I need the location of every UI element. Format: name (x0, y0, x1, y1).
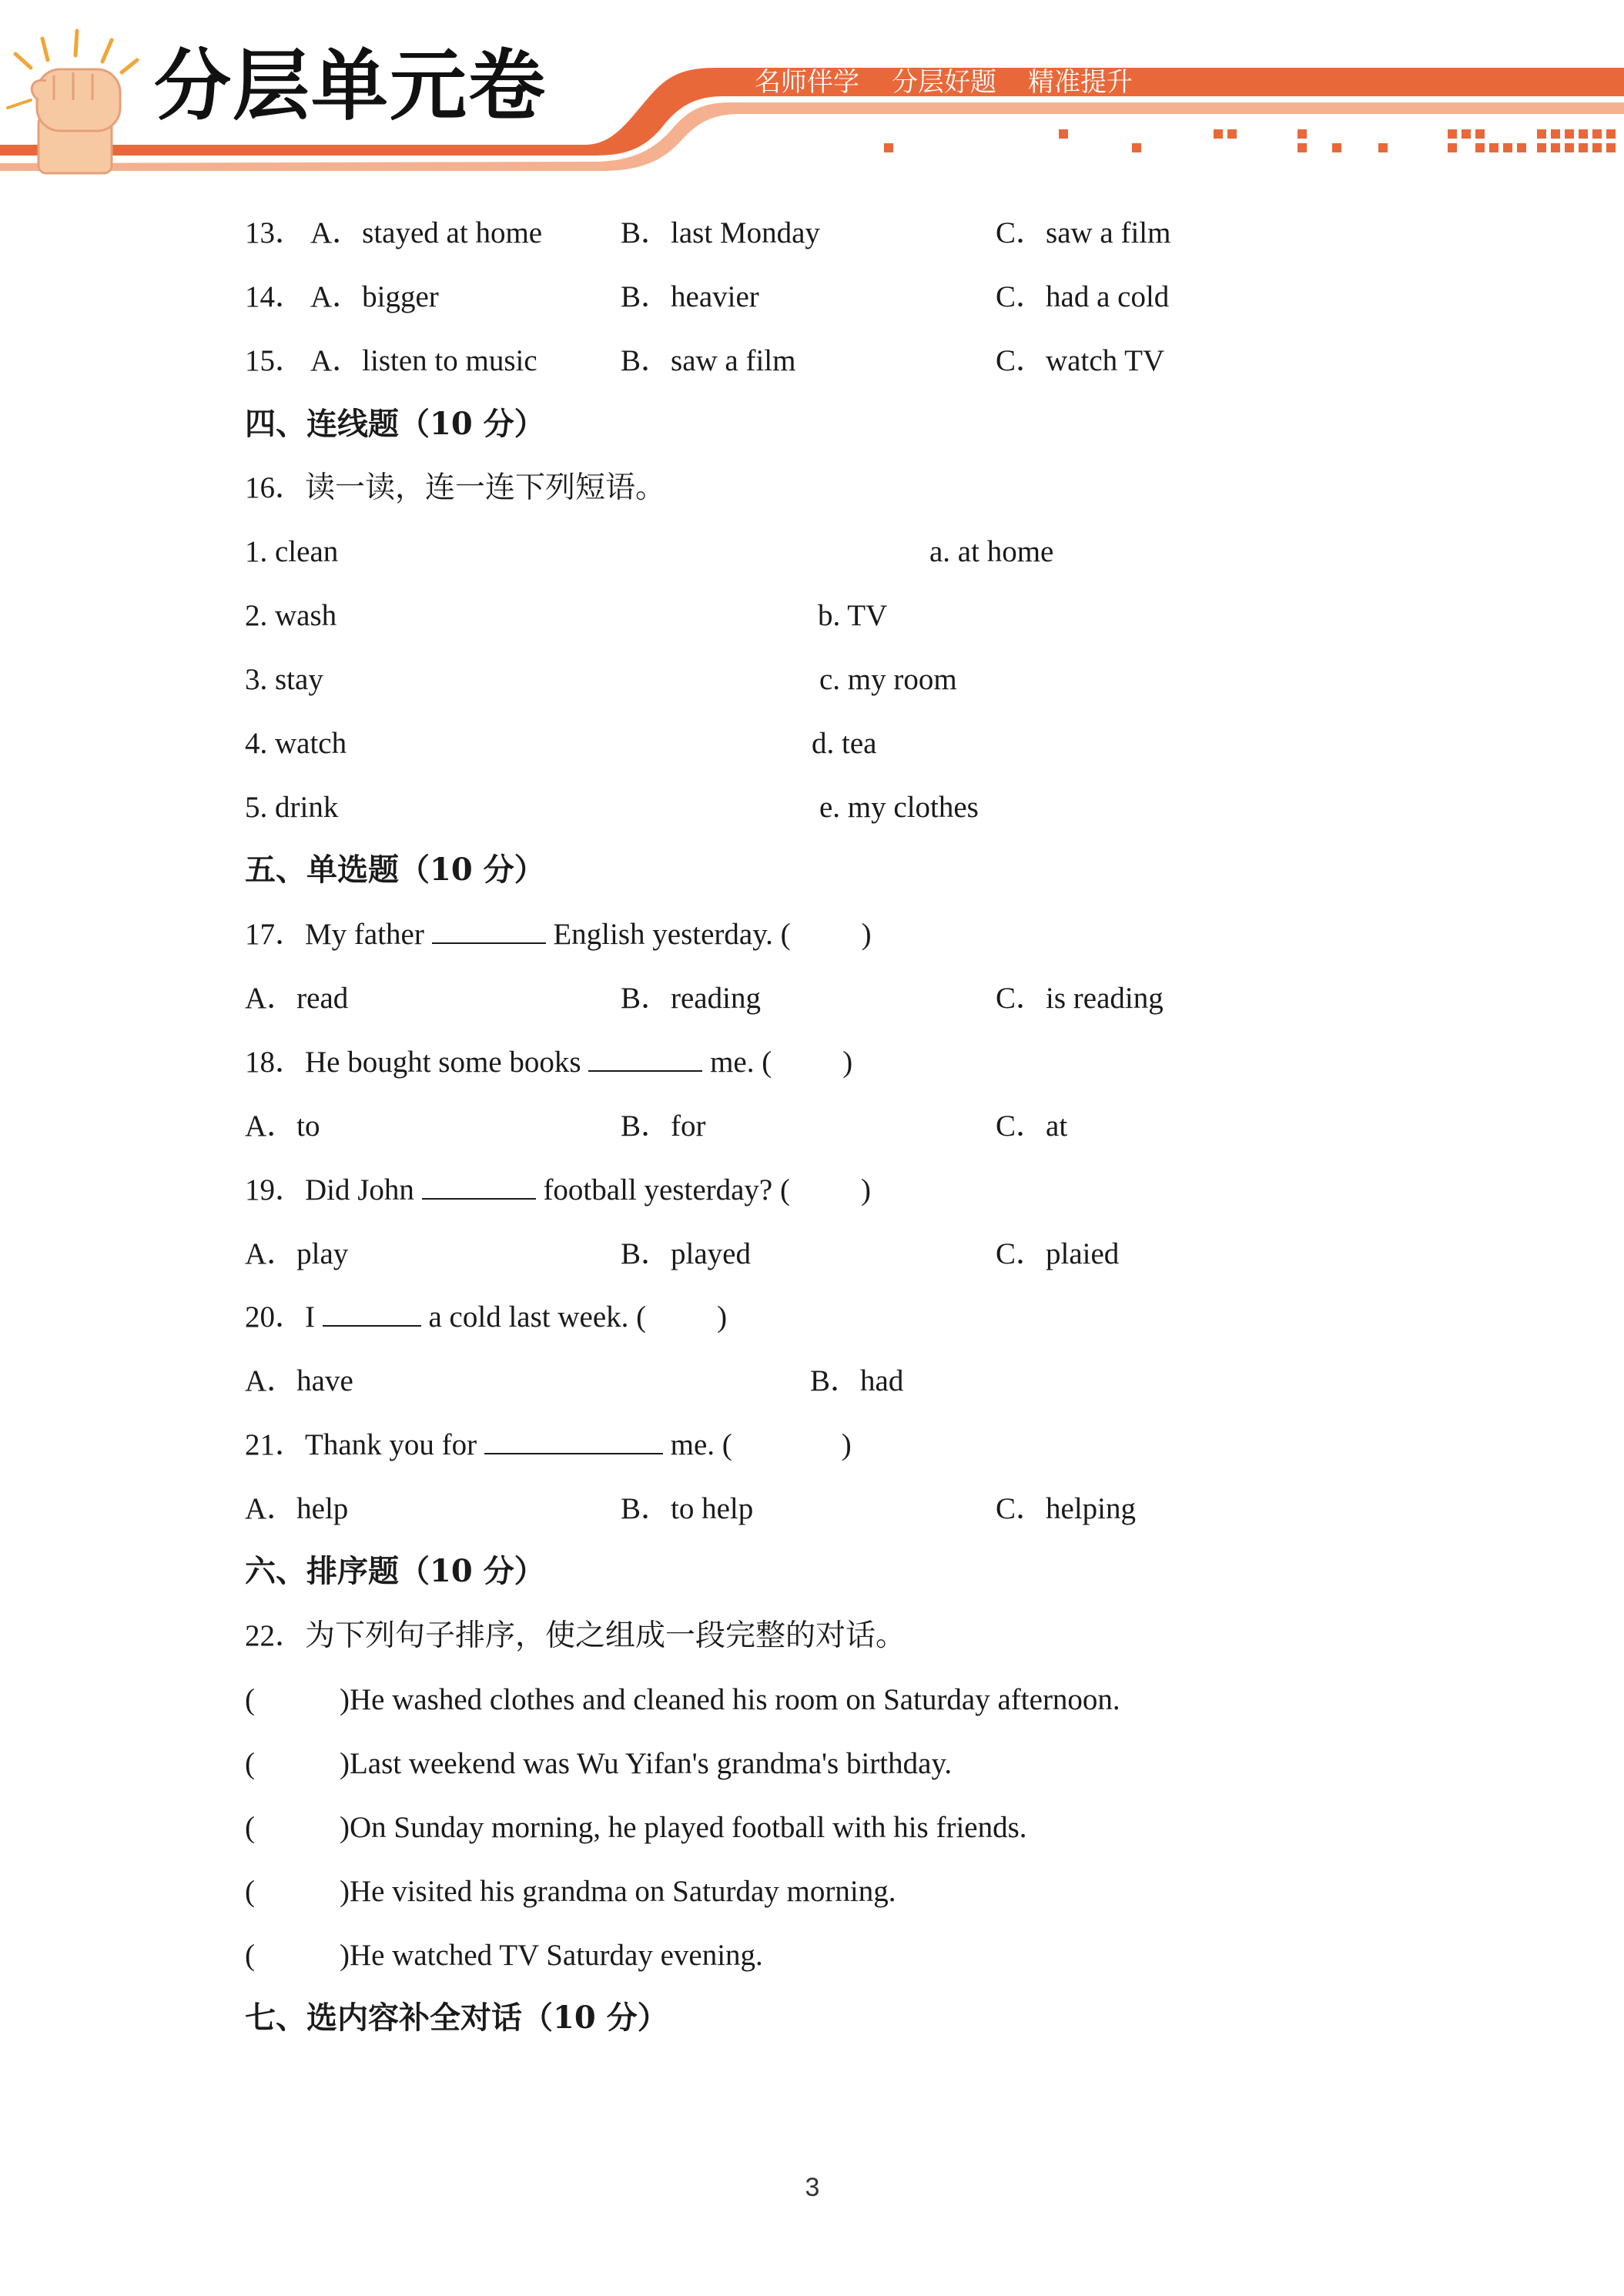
order-sentence: )Last weekend was Wu Yifan's grandma's birthday. (340, 1747, 953, 1780)
q19-stem-pre: 19．Did John (245, 1173, 414, 1207)
q17-stem (245, 919, 872, 949)
q17-close-paren: ) (861, 918, 872, 951)
q21-stem-post: me. ( (670, 1428, 732, 1461)
q19-answer-blank[interactable] (422, 1176, 536, 1200)
ordering-item (245, 1749, 952, 1779)
match-right-item: a. at home (929, 535, 1054, 568)
q21-stem (245, 1430, 852, 1460)
match-right-item: e. my clothes (819, 791, 979, 824)
match-right-item: b. TV (818, 599, 888, 632)
slogan-2: 分层好题 (892, 67, 996, 98)
q20-stem (245, 1302, 727, 1332)
page-header (0, 0, 1624, 185)
q21-answer-blank[interactable] (484, 1431, 663, 1454)
q18-stem (245, 1047, 852, 1077)
header-square-pattern (884, 129, 1616, 152)
q17-option-c: C．is reading (996, 982, 1164, 1015)
section-5-heading: 五、单选题（10 分） (245, 852, 545, 888)
q13-number: 13． (245, 216, 306, 249)
order-sentence: )On Sunday morning, he played football with his friends. (340, 1811, 1027, 1844)
q20-option-a: A．have (245, 1364, 353, 1397)
q17-answer-blank[interactable] (432, 921, 546, 944)
ordering-item (245, 1812, 1027, 1842)
q18-stem-pre: 18．He bought some books (245, 1046, 581, 1079)
q20-answer-blank[interactable] (323, 1304, 421, 1327)
q15-option-a: A．listen to music (310, 344, 537, 377)
slogan-1: 名师伴学 (755, 67, 859, 98)
page-number: 3 (805, 2173, 820, 2202)
q14-option-a: A．bigger (310, 280, 439, 313)
q14-number: 14． (245, 280, 306, 313)
ordering-item (245, 1876, 896, 1906)
match-right-item: c. my room (819, 663, 957, 696)
order-open-paren: ( (245, 1939, 255, 1972)
match-left-item: 2. wash (245, 599, 337, 632)
q21-option-b: B．to help (621, 1492, 754, 1525)
q14-option-b: B．heavier (621, 280, 759, 313)
q18-answer-blank[interactable] (588, 1049, 702, 1072)
q17-option-a: A．read (245, 982, 349, 1015)
match-left-item: 3. stay (245, 663, 323, 696)
order-open-paren: ( (245, 1747, 255, 1780)
order-open-paren: ( (245, 1875, 255, 1908)
slogan-3: 精准提升 (1028, 67, 1133, 98)
match-left-item: 5. drink (245, 791, 339, 824)
q18-option-b: B．for (621, 1110, 706, 1143)
section-7-heading: 七、选内容补全对话（10 分） (245, 2000, 668, 2036)
q15-number: 15． (245, 344, 306, 377)
q22-prompt: 22．为下列句子排序，使之组成一段完整的对话。 (245, 1619, 906, 1652)
q19-option-b: B．played (621, 1237, 751, 1270)
q18-option-c: C．at (996, 1110, 1068, 1143)
q19-stem (245, 1175, 871, 1205)
q20-stem-pre: 20．I (245, 1300, 315, 1334)
match-left-item: 4. watch (245, 727, 347, 760)
q15-option-c: C．watch TV (996, 344, 1165, 377)
q19-close-paren: ) (860, 1173, 871, 1207)
match-left-item: 1. clean (245, 535, 339, 568)
q19-option-c: C．plaied (996, 1237, 1120, 1270)
brand-title: 分层单元卷 (154, 41, 547, 131)
section-6-heading: 六、排序题（10 分） (245, 1553, 545, 1589)
ordering-item (245, 1685, 1120, 1715)
match-right-item: d. tea (812, 727, 877, 760)
q19-option-a: A．play (245, 1237, 349, 1270)
q21-option-a: A．help (245, 1492, 349, 1525)
q18-stem-post: me. ( (710, 1046, 772, 1079)
q21-option-c: C．helping (996, 1492, 1136, 1525)
q13-option-a: A．stayed at home (310, 216, 543, 249)
q20-option-b: B．had (810, 1364, 904, 1397)
q21-stem-pre: 21．Thank you for (245, 1428, 477, 1461)
order-open-paren: ( (245, 1811, 255, 1844)
q19-stem-post: football yesterday? ( (543, 1173, 790, 1207)
q16-prompt: 16．读一读，连一连下列短语。 (245, 471, 666, 504)
ordering-item (245, 1940, 763, 1970)
order-sentence: )He visited his grandma on Saturday morning. (340, 1875, 896, 1908)
q18-close-paren: ) (842, 1046, 853, 1079)
q13-option-c: C．saw a film (996, 216, 1171, 249)
order-sentence: )He washed clothes and cleaned his room on Saturday afternoon. (340, 1683, 1120, 1716)
order-open-paren: ( (245, 1683, 255, 1716)
order-sentence: )He watched TV Saturday evening. (340, 1939, 763, 1972)
q15-option-b: B．saw a film (621, 344, 796, 377)
section-4-heading: 四、连线题（10 分） (245, 406, 545, 442)
q20-close-paren: ) (717, 1300, 728, 1334)
q13-option-b: B．last Monday (621, 216, 820, 249)
q17-option-b: B．reading (621, 982, 761, 1015)
q20-stem-post: a cold last week. ( (428, 1300, 647, 1334)
q21-close-paren: ) (841, 1428, 852, 1461)
q18-option-a: A．to (245, 1110, 320, 1143)
q17-stem-pre: 17．My father (245, 918, 424, 951)
q17-stem-post: English yesterday. ( (553, 918, 791, 951)
q14-option-c: C．had a cold (996, 280, 1170, 313)
